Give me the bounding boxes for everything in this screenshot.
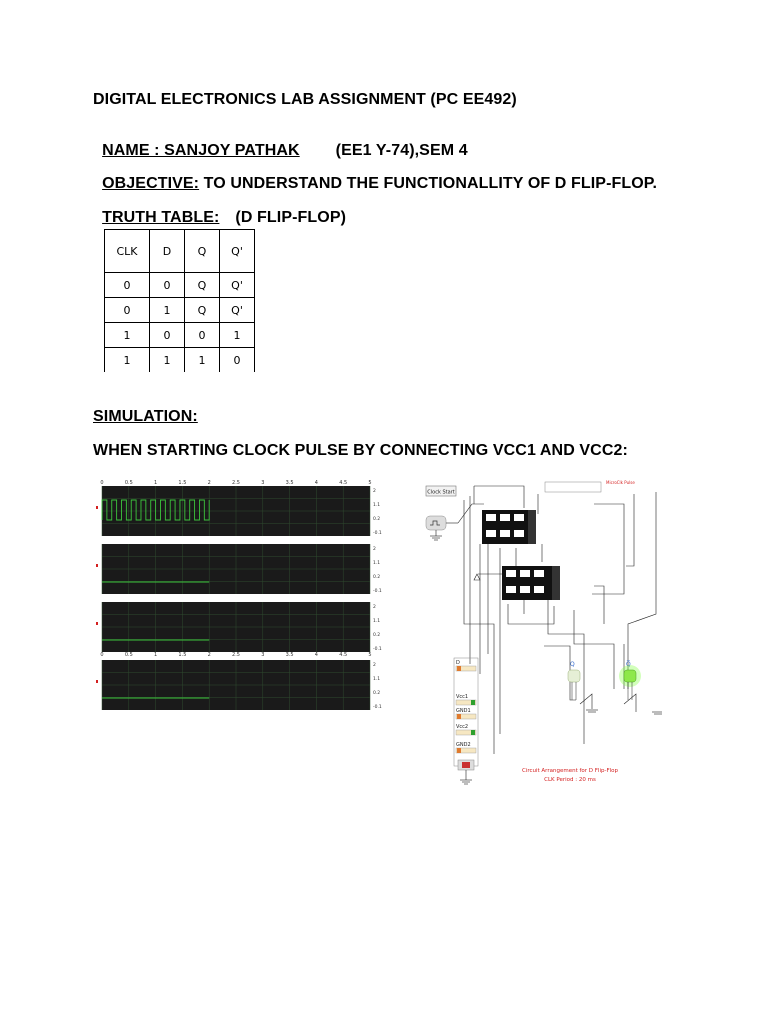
led-qbar-label: Q̅ [626, 661, 631, 668]
table-cell: 0 [105, 298, 150, 323]
objective-text: TO UNDERSTAND THE FUNCTIONALLITY OF D FLIP-FLOP. [199, 175, 658, 192]
table-header-cell: Q' [220, 230, 255, 273]
switch-panel [454, 658, 478, 784]
x-tick-label: 1.5 [178, 480, 187, 486]
table-cell: 1 [185, 348, 220, 373]
x-tick-label: 4.5 [339, 652, 348, 658]
x-tick-label: 3 [261, 652, 265, 658]
x-tick-label: 0 [100, 480, 104, 486]
y-tick-label: -0.1 [373, 705, 382, 710]
y-tick-label: 0.2 [373, 517, 381, 522]
table-cell: Q' [220, 273, 255, 298]
x-tick-label: 5 [368, 480, 372, 486]
y-tick-label: -0.1 [373, 589, 382, 594]
x-tick-label: 1 [154, 480, 158, 486]
table-cell: Q [185, 298, 220, 323]
table-row [105, 273, 255, 298]
clock-source-icon [426, 516, 458, 540]
channel-marker [96, 564, 98, 567]
circuit-subtitle: CLK Period : 20 ms [544, 777, 596, 783]
student-details: (EE1 Y-74),SEM 4 [335, 142, 468, 159]
flip-flop-chip-upper [482, 510, 536, 544]
circuit-diagram [424, 474, 662, 790]
x-tick-label: 2 [207, 480, 211, 486]
y-tick-label: 1.1 [373, 677, 381, 682]
scope-channel [96, 486, 382, 536]
document-title: DIGITAL ELECTRONICS LAB ASSIGNMENT (PC EE492) [93, 91, 517, 108]
text-field [545, 482, 601, 492]
channel-marker [96, 622, 98, 625]
x-tick-label: 5 [368, 652, 372, 658]
y-tick-label: 0.2 [373, 633, 381, 638]
objective-label: OBJECTIVE: [102, 175, 200, 192]
x-tick-label: 2.5 [232, 480, 240, 486]
scope-channel [96, 602, 382, 652]
y-tick-label: -0.1 [373, 531, 382, 536]
red-annotation: MicroClk Pulse [606, 480, 635, 485]
student-name: NAME : SANJOY PATHAK [102, 142, 300, 159]
led-qbar [619, 661, 662, 714]
y-tick-label: 0.2 [373, 691, 381, 696]
y-tick-label: 1.1 [373, 503, 381, 508]
led-q [568, 661, 598, 712]
vcc2-label: Vcc2 [456, 724, 469, 730]
truth-table-caption: (D FLIP-FLOP) [235, 209, 347, 226]
y-tick-label: 1.1 [373, 619, 381, 624]
truth-table-line [93, 191, 346, 227]
table-cell: 1 [150, 298, 185, 323]
circuit-title: Circuit Arrangement for D Flip-Flop [521, 768, 619, 774]
table-cell: 1 [105, 323, 150, 348]
vcc1-label: Vcc1 [456, 694, 469, 700]
simulation-subheading: WHEN STARTING CLOCK PULSE BY CONNECTING VCC1 AND VCC2: [93, 442, 628, 459]
y-tick-label: 2 [373, 663, 376, 668]
y-tick-label: 0.2 [373, 575, 381, 580]
x-tick-label: 4 [314, 652, 318, 658]
channel-marker [96, 680, 98, 683]
scope-channel [96, 660, 382, 710]
table-cell: 0 [105, 273, 150, 298]
x-tick-label: 0 [100, 652, 104, 658]
table-row [105, 298, 255, 323]
clock-start-label: Clock Start [427, 489, 455, 496]
y-tick-label: -0.1 [373, 647, 382, 652]
table-header-row [105, 230, 255, 273]
x-tick-label: 0.5 [124, 480, 133, 486]
x-tick-label: 2 [207, 652, 211, 658]
tick-labels-bottom [100, 652, 371, 658]
x-tick-label: 0.5 [124, 652, 133, 658]
y-tick-label: 2 [373, 547, 376, 552]
table-row [105, 348, 255, 373]
x-tick-label: 4 [314, 480, 318, 486]
table-header-cell: D [150, 230, 185, 273]
x-tick-label: 1.5 [178, 652, 187, 658]
gnd2-label: GND2 [456, 742, 471, 748]
table-cell: 0 [220, 348, 255, 373]
x-tick-label: 1 [154, 652, 158, 658]
x-tick-label: 3.5 [285, 652, 294, 658]
simulation-heading: SIMULATION: [93, 408, 198, 425]
gnd1-label: GND1 [456, 708, 471, 714]
table-row [105, 323, 255, 348]
table-cell: 0 [150, 323, 185, 348]
table-cell: Q [185, 273, 220, 298]
inverter-icon [474, 574, 480, 580]
table-header-cell: Q [185, 230, 220, 273]
y-tick-label: 2 [373, 605, 376, 610]
truth-table-label: TRUTH TABLE: [102, 209, 220, 226]
tick-labels-top [100, 480, 371, 486]
y-tick-label: 1.1 [373, 561, 381, 566]
table-cell: 1 [150, 348, 185, 373]
objective-line [93, 157, 657, 193]
x-tick-label: 3.5 [285, 480, 294, 486]
x-tick-label: 2.5 [232, 652, 240, 658]
table-cell: 1 [220, 323, 255, 348]
waveform-panel [96, 478, 382, 714]
flip-flop-chip-lower [502, 566, 560, 600]
table-header-cell: CLK [105, 230, 150, 273]
name-line [93, 124, 468, 160]
x-tick-label: 3 [261, 480, 265, 486]
table-cell: 1 [105, 348, 150, 373]
truth-table [104, 229, 255, 372]
scope-channel [96, 544, 382, 594]
d-switch-label: D [456, 660, 460, 666]
led-q-label: Q [570, 661, 575, 668]
y-tick-label: 2 [373, 489, 376, 494]
table-cell: 0 [150, 273, 185, 298]
x-tick-label: 4.5 [339, 480, 348, 486]
table-cell: Q' [220, 298, 255, 323]
table-cell: 0 [185, 323, 220, 348]
channel-marker [96, 506, 98, 509]
